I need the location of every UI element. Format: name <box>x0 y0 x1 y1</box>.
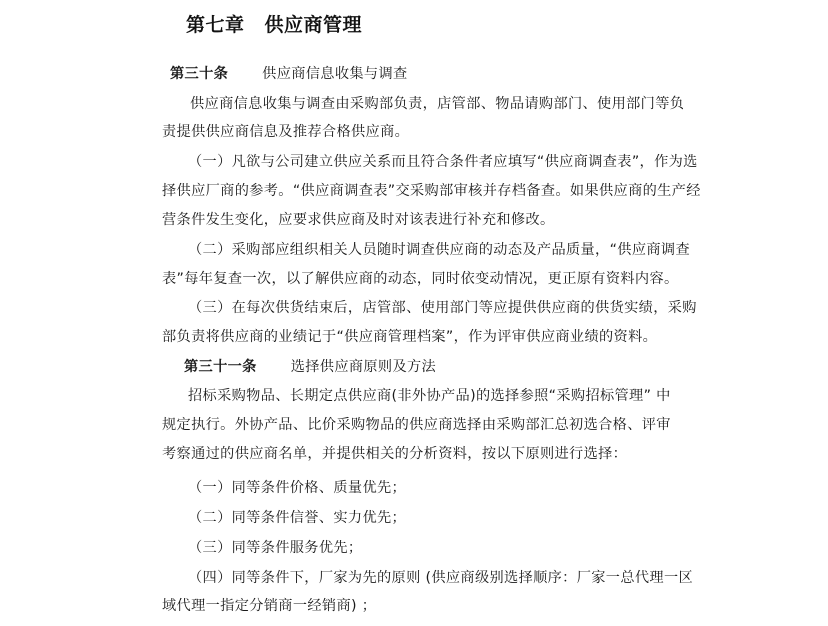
list-item: （二）同等条件信誉、实力优先； <box>188 510 407 526</box>
paragraph-line: 营条件发生变化，应要求供应商及时对该表进行补充和修改。 <box>162 212 555 228</box>
list-item: （一）同等条件价格、质量优先； <box>188 480 407 496</box>
paragraph-line: 规定执行。外协产品、比价采购物品的供应商选择由采购部汇总初选合格、评审 <box>162 417 671 433</box>
paragraph-line: （二）采购部应组织相关人员随时调查供应商的动态及产品质量，“供应商调查 <box>188 242 690 258</box>
paragraph-line: 责提供供应商信息及推荐合格供应商。 <box>162 124 410 140</box>
chapter-number: 第七章 <box>186 14 245 36</box>
article-30-title: 供应商信息收集与调查 <box>262 66 408 82</box>
article-31-number: 第三十一条 <box>184 359 257 375</box>
list-item: （四）同等条件下，厂家为先的原则 (供应商级别选择顺序：厂家一总代理一区 <box>188 570 694 586</box>
article-30-number: 第三十条 <box>170 66 229 82</box>
paragraph-line: 表”每年复查一次，以了解供应商的动态，同时依变动情况，更正原有资料内容。 <box>162 271 679 287</box>
paragraph-line: 招标采购物品、长期定点供应商(非外协产品)的选择参照“采购招标管理” 中 <box>188 388 671 404</box>
chapter-name: 供应商管理 <box>264 14 363 36</box>
chapter-title <box>186 10 362 37</box>
paragraph-line: （一）凡欲与公司建立供应关系而且符合条件者应填写“供应商调查表”，作为选 <box>188 154 698 170</box>
paragraph-line: 域代理一指定分销商一经销商) ； <box>162 598 377 614</box>
paragraph-line: 择供应厂商的参考。“供应商调查表”交采购部审核并存档备查。如果供应商的生产经 <box>162 183 701 199</box>
list-item: （三）同等条件服务优先； <box>188 540 363 556</box>
article-30-heading <box>170 64 408 84</box>
article-31-title: 选择供应商原则及方法 <box>290 359 437 375</box>
paragraph-line: 考察通过的供应商名单，并提供相关的分析资料，按以下原则进行选择： <box>162 446 628 462</box>
article-31-heading <box>184 357 436 377</box>
paragraph-line: （三）在每次供货结束后，店管部、使用部门等应提供供应商的供货实绩，采购 <box>188 300 697 316</box>
paragraph-line: 部负责将供应商的业绩记于“供应商管理档案”，作为评审供应商业绩的资料。 <box>162 329 658 345</box>
paragraph-line: 供应商信息收集与调查由采购部负责，店管部、物品请购部门、使用部门等负 <box>190 96 685 112</box>
